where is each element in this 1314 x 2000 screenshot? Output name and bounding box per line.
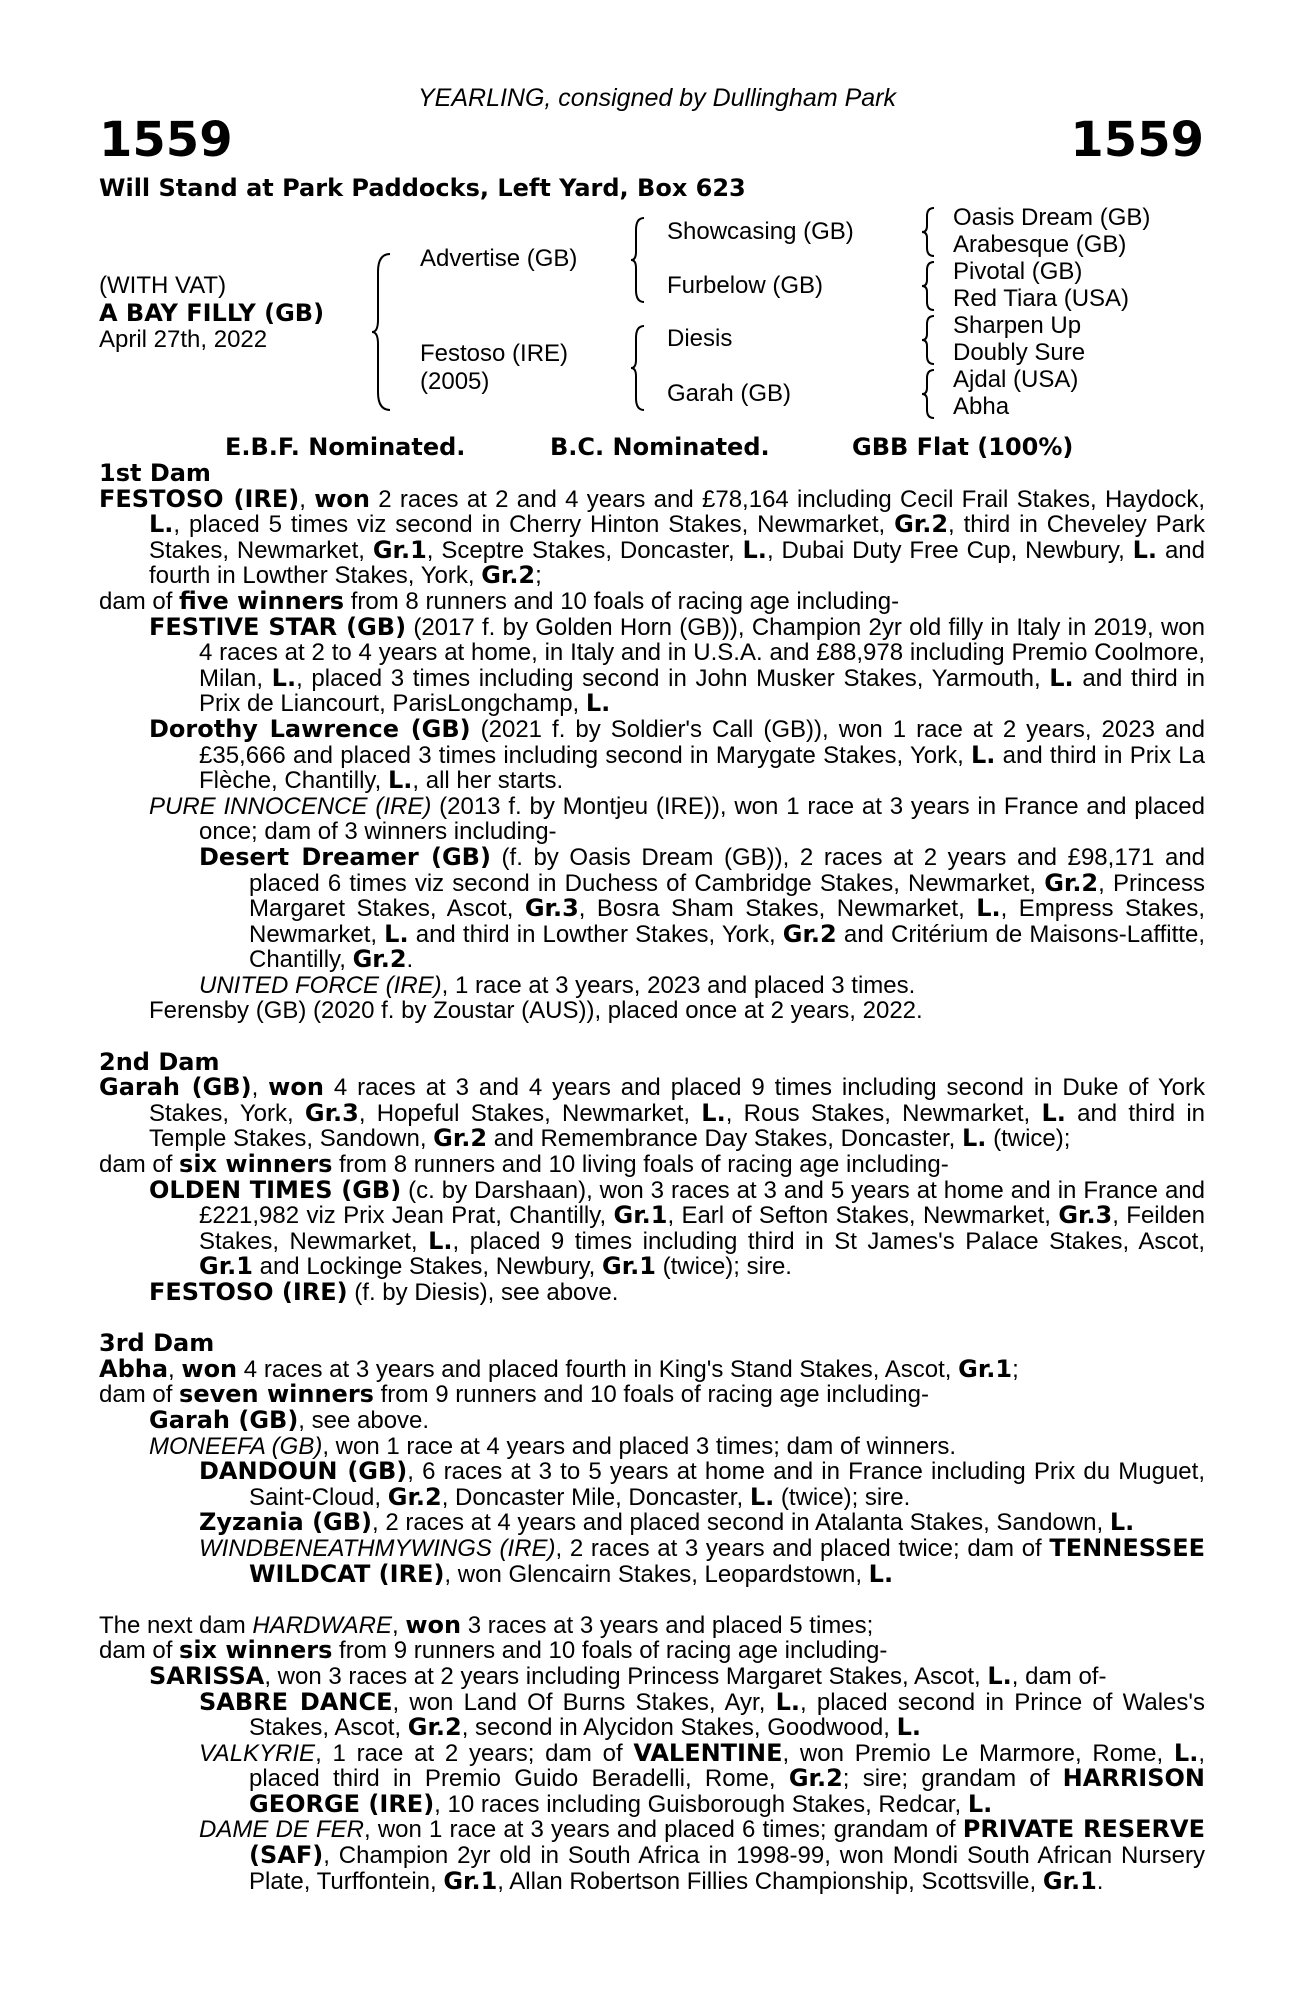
horse-name: A BAY FILLY (GB): [99, 299, 325, 327]
sire-sire-name: Showcasing (GB): [667, 218, 854, 245]
produce-valkyrie: VALKYRIE, 1 race at 2 years; dam of VALENTINE, won Premio Le Marmore, Rome, L., placed third in Premio Guido Beradelli, Rome, Gr.2; sire; grandam of HARRISON GEORGE (IRE), 10 races including Guisborough Stakes, Redcar, L.: [199, 1738, 1205, 1818]
lot-number-left: 1559: [99, 112, 233, 168]
produce-ferensby: Ferensby (GB) (2020 f. by Zoustar (AUS)), placed once at 2 years, 2022.: [149, 997, 923, 1025]
g3-1: Oasis Dream (GB): [953, 204, 1151, 231]
vat-label: (WITH VAT): [99, 272, 227, 299]
section-3rd-dam: 3rd Dam: [99, 1329, 215, 1358]
dam-name: Festoso (IRE): [420, 340, 569, 367]
next-dam-entry: The next dam HARDWARE, won 3 races at 3 years and placed 5 times;: [99, 1610, 874, 1639]
sire-dam-name: Furbelow (GB): [667, 272, 824, 299]
g3-4: Red Tiara (USA): [953, 285, 1130, 312]
bc-nomination: B.C. Nominated.: [550, 433, 770, 461]
produce-festive-star: FESTIVE STAR (GB) (2017 f. by Golden Horn (GB)), Champion 2yr old filly in Italy in 2019, won 4 races at 2 to 4 years at home, in Italy and in U.S.A. and £88,978 including Premio Coolmore, Milan, L., placed 3 times including second in John Musker Stakes, Yarmouth, L. and third in Prix de Liancourt, ParisLongchamp, L.: [149, 612, 1206, 718]
g3-5: Sharpen Up: [953, 312, 1082, 339]
produce-windbeneathmywings: WINDBENEATHMYWINGS (IRE), 2 races at 3 years and placed twice; dam of TENNESSEE WILDCAT (IRE), won Glencairn Stakes, Leopardstown, L.: [199, 1533, 1206, 1588]
produce-dandoun: DANDOUN (GB), 6 races at 3 to 5 years at home and in France including Prix du Muguet, Saint-Cloud, Gr.2, Doncaster Mile, Doncaster, L. (twice); sire.: [199, 1457, 1205, 1511]
pedigree-brace-dam: [630, 324, 650, 412]
g3-8: Abha: [953, 393, 1010, 420]
produce-desert-dreamer: Desert Dreamer (GB) (f. by Oasis Dream (GB)), 2 races at 2 years and £98,171 and placed 6 times viz second in Duchess of Cambridge Stakes, Newmarket, Gr.2, Princess Margaret Stakes, Ascot, Gr.3, Bosra Sham Stakes, Newmarket, L., Empress Stakes, Newmarket, L. and third in Lowther Stakes, York, Gr.2 and Critérium de Maisons-Laffitte, Chantilly, Gr.2.: [199, 842, 1206, 974]
gbb-nomination: GBB Flat (100%): [852, 433, 1074, 461]
produce-dame-de-fer: DAME DE FER, won 1 race at 3 years and placed 6 times; grandam of PRIVATE RESERVE (SAF), Champion 2yr old in South Africa in 1998-99, won Mondi South African Nursery Plate, Turffontein, Gr.1, Allan Robertson Fillies Championship, Scottsville, Gr.1.: [199, 1815, 1206, 1895]
lot-number-right: 1559: [1070, 112, 1204, 168]
produce-united-force: UNITED FORCE (IRE), 1 race at 3 years, 2023 and placed 3 times.: [199, 971, 916, 999]
pedigree-brace-main: [370, 252, 400, 412]
sire-name: Advertise (GB): [420, 245, 578, 272]
dam-1-entry: FESTOSO (IRE), won 2 races at 2 and 4 years and £78,164 including Cecil Frail Stakes, Haydock, L., placed 5 times viz second in Cherry Hinton Stakes, Newmarket, Gr.2, third in Cheveley Park Stakes, Newmarket, Gr.1, Sceptre Stakes, Doncaster, L., Dubai Duty Free Cup, Newbury, L. and fourth in Lowther Stakes, York, Gr.2;: [99, 484, 1206, 590]
catalogue-body: [99, 461, 1205, 1894]
dam-2-produce-summary: dam of six winners from 8 runners and 10 living foals of racing age including-: [99, 1150, 949, 1179]
g3-6: Doubly Sure: [953, 339, 1086, 366]
g3-7: Ajdal (USA): [953, 366, 1079, 393]
dam-sire-name: Diesis: [667, 325, 733, 352]
dam-dam-name: Garah (GB): [667, 380, 792, 407]
ebf-nomination: E.B.F. Nominated.: [225, 433, 466, 461]
produce-sabre-dance: SABRE DANCE, won Land Of Burns Stakes, Ayr, L., placed second in Prince of Wales's Stakes, Ascot, Gr.2, second in Alycidon Stakes, Goodwood, L.: [199, 1687, 1205, 1742]
produce-dorothy-lawrence: Dorothy Lawrence (GB) (2021 f. by Soldier's Call (GB)), won 1 race at 2 years, 2023 and £35,666 and placed 3 times including second in Marygate Stakes, York, L. and third in Prix La Flèche, Chantilly, L., all her starts.: [149, 714, 1206, 795]
produce-garah: Garah (GB), see above.: [149, 1405, 430, 1434]
produce-moneefa: MONEEFA (GB), won 1 race at 4 years and placed 3 times; dam of winners.: [149, 1432, 956, 1460]
pedigree-braces-g3: [920, 206, 938, 422]
dam-3-produce-summary: dam of seven winners from 9 runners and 10 foals of racing age including-: [99, 1380, 929, 1409]
produce-sarissa: SARISSA, won 3 races at 2 years including Princess Margaret Stakes, Ascot, L., dam of-: [149, 1661, 1107, 1690]
dam-1-produce-summary: dam of five winners from 8 runners and 10 foals of racing age including-: [99, 586, 900, 615]
dam-3-entry: Abha, won 4 races at 3 years and placed fourth in King's Stand Stakes, Ascot, Gr.1;: [99, 1354, 1019, 1383]
dam-year: (2005): [420, 368, 490, 395]
section-1st-dam: 1st Dam: [99, 459, 211, 487]
page-header: YEARLING, consigned by Dullingham Park: [417, 84, 896, 112]
section-2nd-dam: 2nd Dam: [99, 1047, 220, 1076]
stand-location: Will Stand at Park Paddocks, Left Yard, Box 623: [99, 174, 746, 202]
produce-olden-times: OLDEN TIMES (GB) (c. by Darshaan), won 3 races at 3 and 5 years at home and in France and £221,982 viz Prix Jean Prat, Chantilly, Gr.1, Earl of Sefton Stakes, Newmarket, Gr.3, Feilden Stakes, Newmarket, L., placed 9 times including third in St James's Palace Stakes, Ascot, Gr.1 and Lockinge Stakes, Newbury, Gr.1 (twice); sire.: [149, 1175, 1206, 1281]
foaling-date: April 27th, 2022: [99, 326, 268, 353]
produce-festoso: FESTOSO (IRE) (f. by Diesis), see above.: [149, 1278, 619, 1306]
g3-2: Arabesque (GB): [953, 231, 1127, 258]
pedigree-brace-sire: [630, 216, 650, 304]
dam-2-entry: Garah (GB), won 4 races at 3 and 4 years and placed 9 times including second in Duke of York Stakes, York, Gr.3, Hopeful Stakes, Newmarket, L., Rous Stakes, Newmarket, L. and third in Temple Stakes, Sandown, Gr.2 and Remembrance Day Stakes, Doncaster, L. (twice);: [99, 1073, 1206, 1153]
produce-zyzania: Zyzania (GB), 2 races at 4 years and placed second in Atalanta Stakes, Sandown, L.: [199, 1508, 1135, 1537]
produce-pure-innocence: PURE INNOCENCE (IRE) (2013 f. by Montjeu (IRE)), won 1 race at 3 years in France and placed once; dam of 3 winners including-: [149, 792, 1205, 846]
g3-3: Pivotal (GB): [953, 258, 1083, 285]
next-dam-produce-summary: dam of six winners from 9 runners and 10 foals of racing age including-: [99, 1636, 888, 1665]
